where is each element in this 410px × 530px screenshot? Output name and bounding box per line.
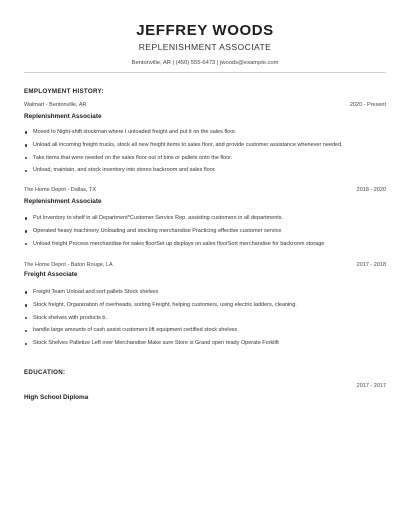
employment-heading: EMPLOYMENT HISTORY: bbox=[24, 88, 104, 95]
list-item: Stock Shelves Palletize Left over Merchandise Make sure Store is Grand open ready Operate Forklift bbox=[24, 340, 386, 353]
job-2-bullets bbox=[24, 215, 386, 253]
job-2-dates: 2018 - 2020 bbox=[356, 187, 386, 193]
job-2-role: Replenishment Associate bbox=[24, 198, 102, 205]
job-3-bullets bbox=[24, 289, 386, 353]
job-2-header bbox=[24, 187, 386, 193]
job-1-dates: 2020 - Present bbox=[349, 102, 386, 108]
job-3-header bbox=[24, 262, 386, 268]
list-item: Operated heavy machinery Unloading and stocking merchandise Practicing effective customer service bbox=[24, 228, 386, 241]
education-entry bbox=[24, 383, 386, 404]
list-item: Freight Team Unload and sort pallets Stock shelves bbox=[24, 289, 386, 302]
list-item: handle large amounts of cash assist customers lift equipment certified stock shelves bbox=[24, 327, 386, 340]
list-item: Unload freight Process merchandise for sales floorSet up displays on sales floorSort merchandise for backroom storage bbox=[24, 241, 386, 254]
job-1-header bbox=[24, 102, 386, 108]
list-item: Unload all incoming freight trucks, stock all new freight items to sales floor, and provide customer assistance whenever needed. bbox=[24, 142, 386, 155]
education-degree: High School Diploma bbox=[24, 394, 89, 401]
contact-info: Bentonville, AR | (450) 555-6473 | jwoods@example.com bbox=[131, 60, 279, 66]
job-1-role: Replenishment Associate bbox=[24, 113, 102, 120]
candidate-name: JEFFREY WOODS bbox=[136, 22, 274, 39]
list-item: Put Inventory to shelf in all Department*Customer Service Rep. assisting customers in all departments. bbox=[24, 215, 386, 228]
job-1-bullets bbox=[24, 129, 386, 180]
list-item: Moved to Night-shift stockman where I unloaded freight and put it on the sales floor. bbox=[24, 129, 386, 142]
job-title: REPLENISHMENT ASSOCIATE bbox=[138, 42, 272, 52]
education-dates: 2017 - 2017 bbox=[356, 383, 386, 389]
list-item: Stock shelves with products b. bbox=[24, 315, 386, 328]
education-heading: EDUCATION: bbox=[24, 369, 66, 376]
job-3-role: Freight Associate bbox=[24, 271, 78, 278]
list-item: Stock freight, Organization of overheads, sorting Freight, helping customers, using electric ladders, cleaning. bbox=[24, 302, 386, 315]
list-item: Unload, maintain, and stock inventory into stores backroom and sales floor. bbox=[24, 167, 386, 180]
header-divider bbox=[24, 72, 386, 73]
job-2-company: The Home Depot - Dallas, TX bbox=[24, 187, 97, 193]
job-3-dates: 2017 - 2018 bbox=[356, 262, 386, 268]
job-3-company: The Home Depot - Baton Rouge, LA bbox=[24, 262, 113, 268]
job-1-company: Walmart - Bentonville, AR bbox=[24, 102, 87, 108]
list-item: Take items that were needed on the sales floor out of bins or pallets onto the floor. bbox=[24, 155, 386, 168]
